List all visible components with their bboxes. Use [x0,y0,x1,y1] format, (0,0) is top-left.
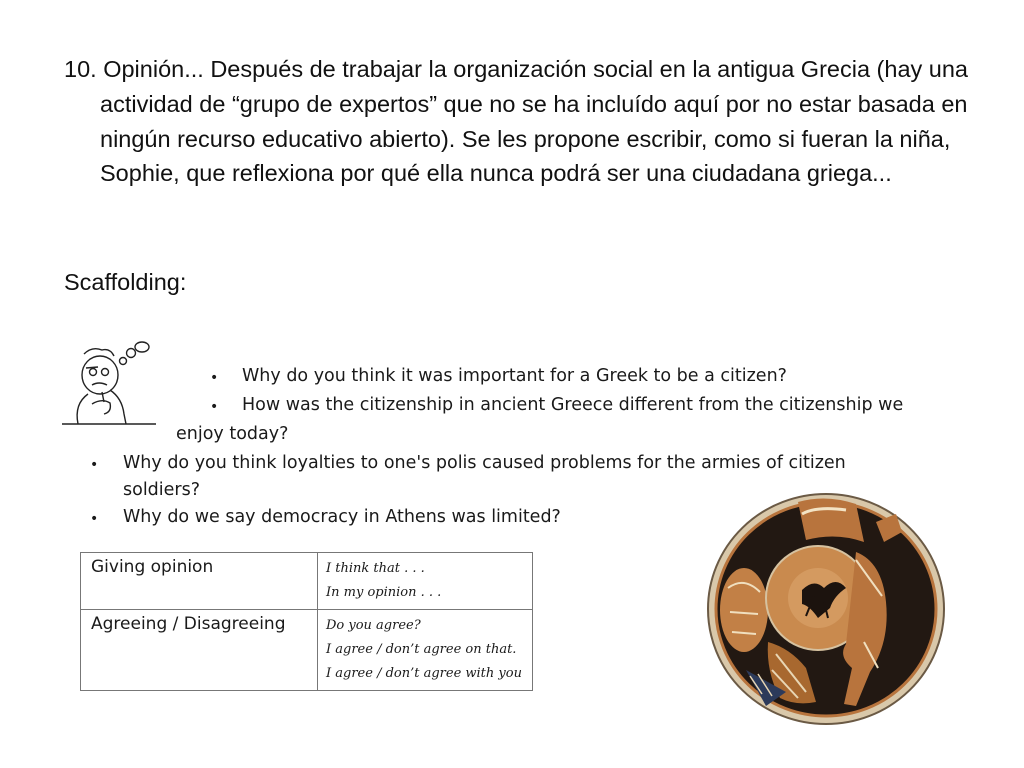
question-1: Why do you think it was important for a Greek to be a citizen? [242,366,787,386]
question-3: Why do you think loyalties to one's polis caused problems for the armies of citizen [123,453,846,473]
question-2: How was the citizenship in ancient Greece different from the citizenship we [242,395,904,415]
phrase: I agree / don’t agree on that. [326,642,517,658]
phrases-cell [318,553,533,610]
phrase: I think that . . . [326,561,425,576]
row-label: Agreeing / Disagreeing [81,610,318,691]
greek-pottery-image [706,492,946,727]
question-2-continuation: enjoy today? [176,424,289,444]
thinking-person-illustration [60,340,160,435]
scaffolding-heading: Scaffolding: [64,269,187,295]
phrase: I agree / don’t agree with you [326,666,522,682]
phrase: In my opinion . . . [326,585,442,601]
question-3-continuation: soldiers? [123,480,201,500]
opinion-phrases-table [80,552,533,691]
phrase: Do you agree? [326,618,421,634]
bullet: • [210,370,219,386]
activity-number: 10. [64,56,97,82]
question-4: Why do we say democracy in Athens was limited? [123,507,561,527]
bullet: • [90,511,99,527]
bullet: • [90,457,99,473]
activity-paragraph [64,52,1020,191]
row-label: Giving opinion [81,553,318,610]
phrases-cell [318,610,533,691]
activity-text: Opinión... Después de trabajar la organización social en la antigua Grecia (hay una actividad de “grupo de expertos” que no se ha incluído aquí por no estar basada en ningún recurso educativo abierto). Se les propone escribir, como si fueran la niña, Sophie, que reflexiona por qué ella nunca podrá ser una ciudadana griega... [100,56,968,187]
table-row [81,553,533,610]
bullet: • [210,399,219,415]
table-row [81,610,533,691]
